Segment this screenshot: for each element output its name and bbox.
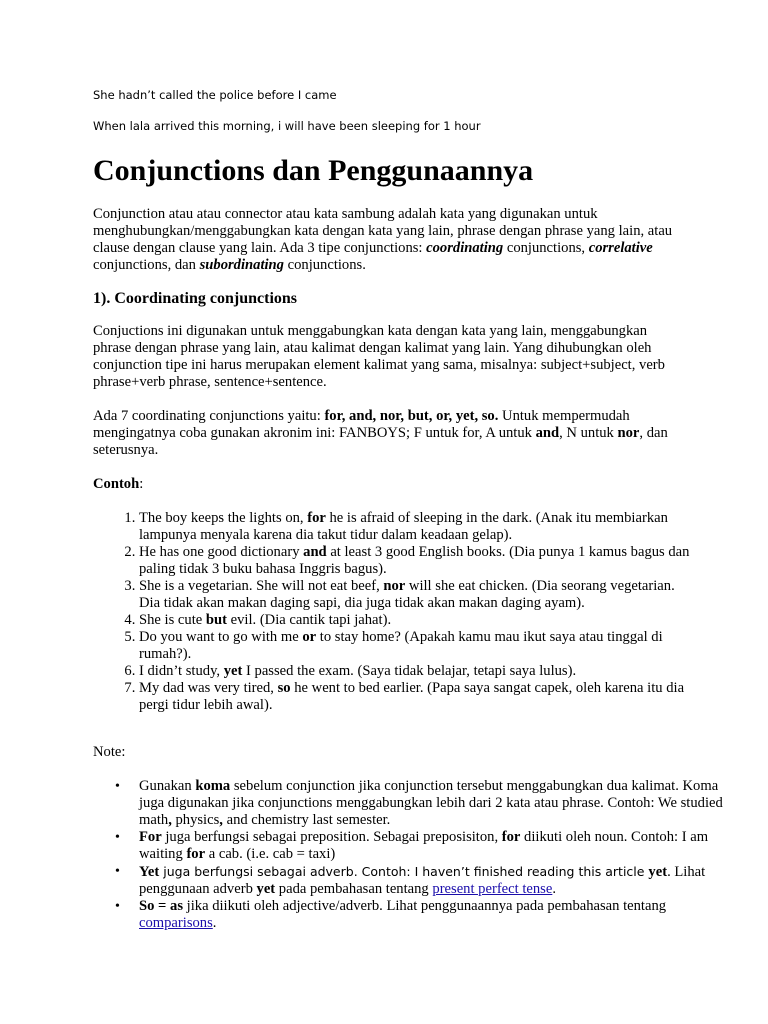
fanboys-text-2: Untuk mempermudah mengingatnya coba gunakan akronim ini: FANBOYS; F untuk for, A untuk	[93, 408, 630, 441]
note-text: Gunakan	[139, 778, 196, 794]
note-text: sebelum conjunction jika conjunction tersebut menggabungkan dua kalimat. Koma juga digunakan jika conjunctions menggabungkan lebih dari 2 kata atau phrase. Contoh: We studied math	[139, 778, 723, 828]
note-text: diikuti oleh noun. Contoh: I am waiting	[139, 829, 709, 862]
fanboys-text-1: Ada 7 coordinating conjunctions yaitu:	[93, 408, 325, 424]
header-line-2: When lala arrived this morning, i will have been sleeping for 1 hour	[93, 119, 481, 133]
note-bold-comma: ,	[219, 812, 223, 828]
example-text: will she eat chicken. (Dia seorang vegetarian. Dia tidak akan makan daging sapi, dia juga tidak akan makan daging ayam).	[139, 578, 675, 611]
section-heading: 1). Coordinating conjunctions	[93, 290, 298, 307]
example-text: to stay home? (Apakah kamu mau ikut saya atau tinggal di rumah?).	[139, 629, 663, 662]
note-bold: So = as	[139, 898, 184, 914]
example-conjunction: so	[277, 680, 291, 696]
note-text: and chemistry last semester.	[222, 812, 391, 828]
intro-text-3: conjunctions, dan	[93, 257, 200, 273]
intro-text-1: Conjunction atau atau connector atau kata sambung adalah kata yang digunakan untuk menghubungkan/menggabungkan kata dengan kata yang lain, phrase dengan phrase yang lain, atau clause dengan clause yang lain. Ada 3 tipe conjunctions:	[93, 206, 673, 256]
example-text: at least 3 good English books. (Dia punya 1 kamus bagus dan paling tidak 3 buku bahasa Inggris bagus).	[139, 544, 690, 577]
note-label: Note:	[93, 744, 126, 760]
page-title: Conjunctions dan Penggunaannya	[93, 154, 534, 187]
example-text: My dad was very tired,	[139, 680, 278, 696]
intro-paragraph	[93, 206, 683, 274]
list-item	[139, 544, 699, 578]
example-text: She is cute	[139, 612, 206, 628]
list-item	[139, 510, 699, 544]
example-text: The boy keeps the lights on,	[139, 510, 308, 526]
term-correlative: correlative	[588, 240, 653, 256]
note-bold-comma: ,	[168, 812, 172, 828]
example-conjunction: for	[307, 510, 326, 526]
examples-list	[93, 510, 699, 714]
fanboys-text-4: , dan seterusnya.	[93, 425, 668, 458]
intro-text-4: conjunctions.	[283, 257, 366, 273]
list-item	[115, 898, 729, 932]
note-text: . Lihat penggunaan adverb	[139, 864, 706, 897]
comparisons-link[interactable]: comparisons	[139, 915, 213, 931]
note-text: a cab. (i.e. cab = taxi)	[205, 846, 336, 862]
note-text: .	[212, 915, 217, 931]
fanboys-list: for, and, nor, but, or, yet, so.	[324, 408, 499, 424]
note-bold: for	[501, 829, 521, 845]
header-line-1: She hadn’t called the police before I came	[93, 88, 337, 102]
list-item	[115, 829, 729, 863]
term-coordinating: coordinating	[426, 240, 504, 256]
note-bold: Yet	[139, 864, 160, 880]
bullet-icon: •	[115, 779, 120, 794]
example-conjunction: but	[205, 612, 227, 628]
present-perfect-tense-link[interactable]: present perfect tense	[432, 881, 553, 897]
note-bold: yet	[648, 864, 668, 880]
fanboys-nor: nor	[617, 425, 640, 441]
example-conjunction: or	[302, 629, 317, 645]
note-text: .	[552, 881, 556, 897]
example-conjunction: yet	[223, 663, 243, 679]
note-bold: koma	[195, 778, 231, 794]
example-text: She is a vegetarian. She will not eat beef,	[139, 578, 384, 594]
contoh-label	[93, 476, 683, 493]
note-bold: yet	[256, 881, 276, 897]
example-text: I didn’t study,	[139, 663, 224, 679]
bullet-icon: •	[115, 899, 120, 914]
note-text: juga berfungsi sebagai preposition. Sebagai preposisiton,	[161, 829, 502, 845]
example-text: evil. (Dia cantik tapi jahat).	[226, 612, 392, 628]
example-text: he is afraid of sleeping in the dark. (Anak itu membiarkan lampunya menyala karena dia takut tidur dalam keadaan gelap).	[139, 510, 668, 543]
example-text: I passed the exam. (Saya tidak belajar, tetapi saya lulus).	[242, 663, 577, 679]
note-text: jika diikuti oleh adjective/adverb. Lihat penggunaannya pada pembahasan tentang	[183, 898, 667, 914]
example-text: he went to bed earlier. (Papa saya sangat capek, oleh karena itu dia pergi tidur lebih awal).	[139, 680, 685, 713]
intro-text-2: conjunctions,	[503, 240, 589, 256]
fanboys-text-3: , N untuk	[559, 425, 618, 441]
example-conjunction: and	[303, 544, 327, 560]
note-bold: for	[186, 846, 206, 862]
example-text: He has one good dictionary	[139, 544, 304, 560]
contoh-colon: :	[139, 476, 144, 492]
list-item	[139, 680, 699, 714]
notes-list	[93, 778, 729, 932]
bullet-icon: •	[115, 830, 120, 845]
list-item	[139, 578, 699, 612]
note-text: juga berfungsi sebagai adverb. Contoh: I haven’t finished reading this article	[159, 864, 649, 879]
list-item	[115, 778, 729, 829]
note-bold: For	[139, 829, 162, 845]
note-text: physics	[171, 812, 220, 828]
term-subordinating: subordinating	[199, 257, 284, 273]
list-item	[139, 612, 699, 629]
fanboys-and: and	[535, 425, 560, 441]
list-item	[139, 629, 699, 663]
list-item	[115, 863, 729, 898]
list-item	[139, 663, 699, 680]
example-conjunction: nor	[383, 578, 406, 594]
note-text: pada pembahasan tentang	[275, 881, 433, 897]
example-text: Do you want to go with me	[139, 629, 303, 645]
bullet-icon: •	[115, 864, 120, 879]
fanboys-paragraph	[93, 408, 683, 459]
coordinating-paragraph: Conjuctions ini digunakan untuk menggabungkan kata dengan kata yang lain, menggabungkan phrase dengan phrase yang lain, atau kalimat dengan kalimat yang lain. Yang dihubungkan oleh conjunction tipe ini harus merupakan element kalimat yang sama, misalnya: subject+subject, verb phrase+verb phrase, sentence+sentence.	[93, 323, 665, 390]
contoh-word: Contoh	[93, 476, 140, 492]
